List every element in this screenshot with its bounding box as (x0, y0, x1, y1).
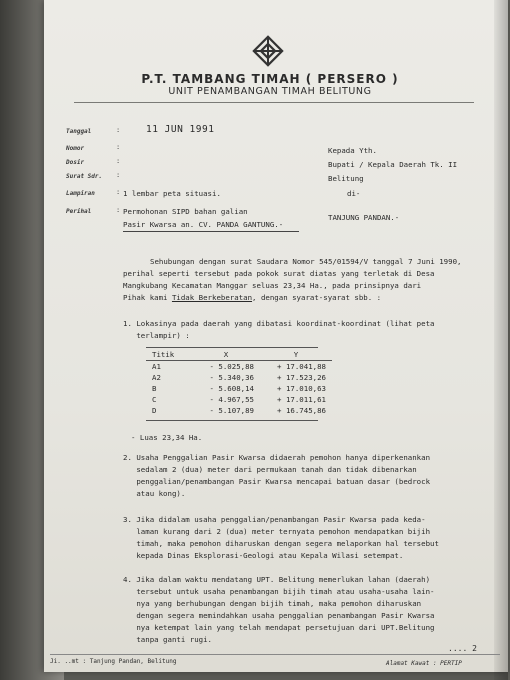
intro-line: Pihak kami Tidak Berkeberatan, dengan syarat-syarat sbb. : (123, 293, 382, 302)
recipient-line: Bupati / Kepala Daerah Tk. II (328, 160, 458, 169)
coordinates-table (146, 349, 332, 416)
field-colon: : (116, 126, 121, 134)
table-cell: - 5.340,36 (209, 373, 254, 382)
table-cell: + 17.523,26 (277, 373, 326, 382)
intro-line: perihal seperti tersebut pada pokok surat diatas yang terletak di Desa (123, 269, 435, 278)
letterhead-unit: UNIT PENAMBANGAN TIMAH BELITUNG (168, 86, 372, 97)
company-logo-icon (251, 34, 285, 68)
letterhead-divider (74, 102, 474, 103)
point-4-line: 4. Jika dalam waktu mendatang UPT. Belitung memerlukan lahan (daerah) (123, 575, 431, 584)
table-header: Titik (146, 349, 192, 361)
table-cell: + 17.041,88 (277, 362, 326, 371)
area-text: - Luas 23,34 Ha. (131, 433, 203, 442)
table-row (146, 383, 332, 394)
page-indicator: .... 2 (448, 644, 477, 653)
emphasis-text: Tidak Berkeberatan (171, 293, 253, 302)
point-4-line: tersebut untuk usaha penambangan bijih timah atau usaha-usaha lain- (123, 587, 435, 596)
point-2-line: 2. Usaha Penggalian Pasir Kwarsa didaerah pemohon hanya diperkenankan (123, 453, 431, 462)
intro-line: Sehubungan dengan surat Saudara Nomor 545/01594/V tanggal 7 Juni 1990, (150, 257, 462, 266)
point-1-line: 1. Lokasinya pada daerah yang dibatasi koordinat-koordinat (lihat peta (123, 319, 435, 328)
recipient-city: TANJUNG PANDAN.- (328, 213, 400, 222)
table-cell: - 5.608,14 (209, 384, 254, 393)
intro-line: Mangkubang Kecamatan Manggar seluas 23,34 Ha., pada prinsipnya dari (123, 281, 422, 290)
point-3-line: 3. Jika didalam usaha penggalian/penambangan Pasir Kwarsa pada keda- (123, 515, 426, 524)
field-label-nomor: Nomor (66, 145, 85, 152)
table-cell: - 5.107,89 (209, 406, 254, 415)
field-value-tanggal: 11 JUN 1991 (146, 124, 215, 135)
table-row (146, 394, 332, 405)
table-cell: D (152, 406, 157, 415)
footer-divider (50, 654, 500, 655)
field-colon: : (116, 171, 121, 179)
point-3-line: timah, maka pemohon diharuskan dengan segera melaporkan hal tersebut (123, 539, 439, 548)
perihal-underline (123, 231, 299, 232)
point-4-line: nya ketempat lain yang telah mendapat persetujuan dari UPT.Belitung (123, 623, 435, 632)
field-label-surat-sdr: Surat Sdr. (66, 173, 103, 180)
point-4-line: nya yang berhubungan dengan bijih timah, maka pemohon diharuskan (123, 599, 422, 608)
table-top-rule (146, 347, 318, 348)
recipient-line: Kepada Yth. (328, 146, 377, 155)
field-colon: : (116, 188, 121, 196)
point-1-line: terlampir) : (123, 331, 190, 340)
table-cell: A1 (152, 362, 161, 371)
field-label-lampiran: Lampiran (66, 190, 95, 197)
field-value-perihal-line2: Pasir Kwarsa an. CV. PANDA GANTUNG.- (123, 220, 284, 229)
field-value-perihal: Permohonan SIPD bahan galian (123, 207, 248, 216)
table-row (146, 372, 332, 383)
point-2-line: penggalian/penambangan Pasir Kwarsa mencapai batuan dasar (bedrock (123, 477, 431, 486)
table-cell: B (152, 384, 157, 393)
field-label-tanggal: Tanggal (66, 128, 92, 135)
footer-address: Ji. ..mt : Tanjung Pandan, Belitung (50, 658, 177, 665)
field-colon: : (116, 157, 121, 165)
table-cell: + 17.011,61 (277, 395, 326, 404)
table-header: X (192, 349, 260, 361)
point-2-line: sedalam 2 (dua) meter dari permukaan tanah dan tidak dibenarkan (123, 465, 417, 474)
document-page (44, 0, 508, 672)
table-header-row (146, 349, 332, 361)
page-shadow (494, 0, 508, 680)
table-cell: C (152, 395, 157, 404)
table-row (146, 405, 332, 416)
footer-telegram: Alamat Kawat : PERTIP (386, 660, 462, 667)
point-2-line: atau kong). (123, 489, 186, 498)
field-colon: : (116, 206, 121, 214)
letterhead-company: P.T. TAMBANG TIMAH ( PERSERO ) (141, 72, 399, 86)
field-label-perihal: Perihal (66, 208, 92, 215)
field-value-lampiran: 1 lembar peta situasi. (123, 189, 221, 198)
table-cell: - 5.025,88 (209, 362, 254, 371)
field-colon: : (116, 143, 121, 151)
field-label-dosir: Dosir (66, 159, 85, 166)
point-3-line: kepada Dinas Eksplorasi-Geologi atau Kepala Wilasi setempat. (123, 551, 404, 560)
table-cell: - 4.967,55 (209, 395, 254, 404)
point-3-line: laman kurang dari 2 (dua) meter ternyata pemohon mendapatkan bijih (123, 527, 431, 536)
table-cell: + 16.745,86 (277, 406, 326, 415)
point-4-line: dengan segera memindahkan usaha penggalian penambangan Pasir Kwarsa (123, 611, 435, 620)
recipient-line: Belitung (328, 174, 364, 183)
recipient-line: di- (347, 189, 361, 198)
table-bottom-rule (146, 420, 318, 421)
point-4-line: tanpa ganti rugi. (123, 635, 212, 644)
table-cell: + 17.010,63 (277, 384, 326, 393)
table-row (146, 361, 332, 373)
table-header: Y (260, 349, 332, 361)
table-cell: A2 (152, 373, 161, 382)
